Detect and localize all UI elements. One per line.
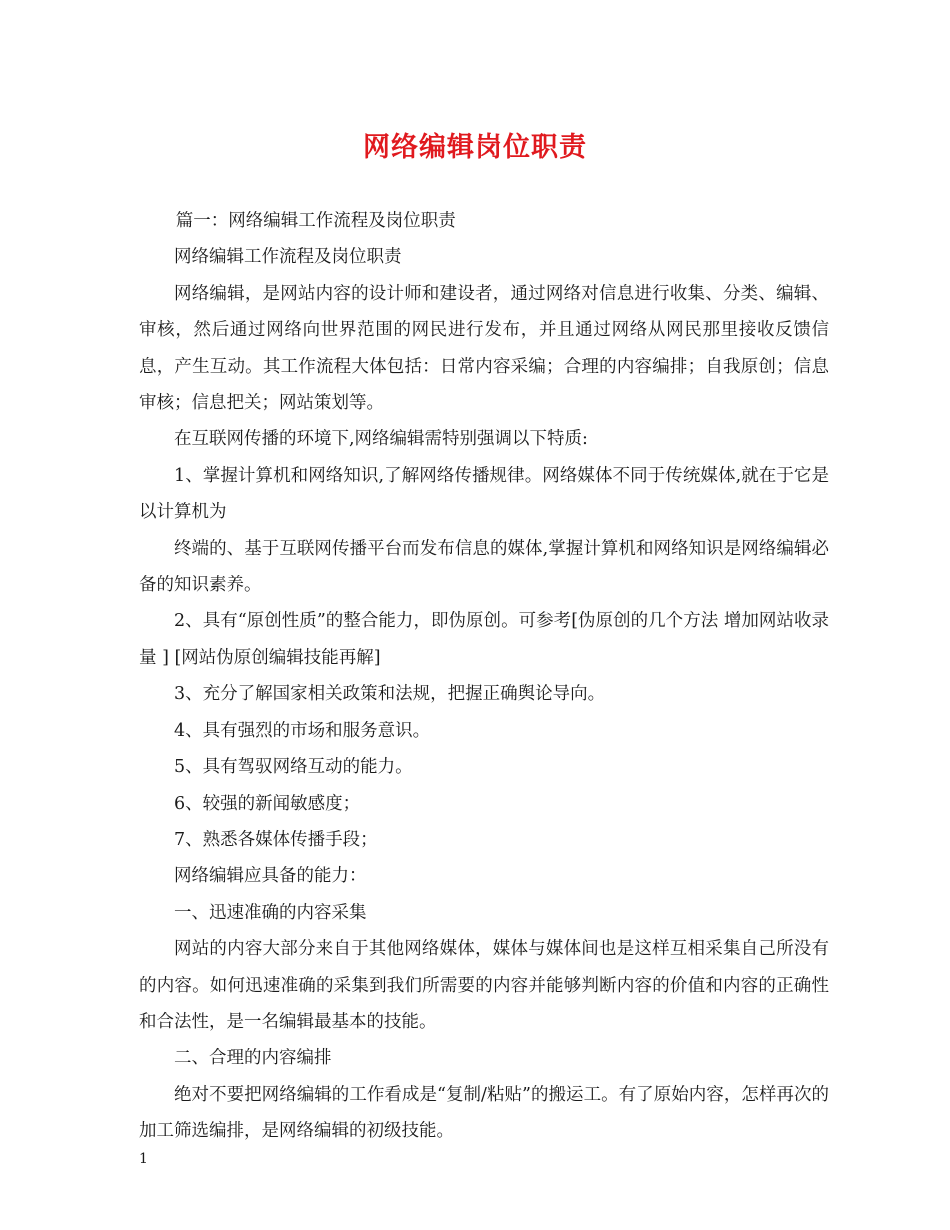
paragraph-subheading: 网络编辑应具备的能力： <box>174 866 367 887</box>
paragraph: 终端的、基于互联网传播平台而发布信息的媒体,掌握计算机和网络知识是网络编辑必备的知识素养。 <box>139 538 829 596</box>
paragraph-list-item: 1、掌握计算机和网络知识,了解网络传播规律。网络媒体不同于传统媒体,就在于它是以计算机为 <box>139 465 829 523</box>
page-number: 1 <box>139 1151 148 1167</box>
paragraph-list-item: 7、熟悉各媒体传播手段； <box>174 829 378 850</box>
paragraph-list-item: 5、具有驾驭网络互动的能力。 <box>174 757 413 778</box>
paragraph-list-item: 4、具有强烈的市场和服务意识。 <box>174 720 431 741</box>
paragraph-subheading: 一、迅速准确的内容采集 <box>174 902 367 923</box>
paragraph: 网站的内容大部分来自于其他网络媒体，媒体与媒体间也是这样互相采集自己所没有的内容。如何迅速准确的采集到我们所需要的内容并能够判断内容的价值和内容的正确性和合法性，是一名编辑最基本的技能。 <box>139 939 829 1032</box>
paragraph-list-item: 2、具有“原创性质”的整合能力，即伪原创。可参考[伪原创的几个方法 增加网站收录量 ] [网站伪原创编辑技能再解] <box>139 611 829 668</box>
document-body <box>139 203 829 1150</box>
paragraph-subheading: 网络编辑工作流程及岗位职责 <box>174 247 402 268</box>
paragraph: 在互联网传播的环境下,网络编辑需特别强调以下特质: <box>174 429 588 450</box>
paragraph-list-item: 6、较强的新闻敏感度； <box>174 793 361 814</box>
paragraph: 网络编辑，是网站内容的设计师和建设者，通过网络对信息进行收集、分类、编辑、审核，然后通过网络向世界范围的网民进行发布，并且通过网络从网民那里接收反馈信息，产生互动。其工作流程大体包括：日常内容采编；合理的内容编排；自我原创；信息审核；信息把关；网站策划等。 <box>139 283 829 414</box>
paragraph-subheading: 二、合理的内容编排 <box>174 1048 332 1069</box>
paragraph-list-item: 3、充分了解国家相关政策和法规，把握正确舆论导向。 <box>174 684 606 705</box>
paragraph-section-heading: 篇一：网络编辑工作流程及岗位职责 <box>175 211 456 231</box>
page-title: 网络编辑岗位职责 <box>363 132 587 163</box>
paragraph: 绝对不要把网络编辑的工作看成是“复制/粘贴”的搬运工。有了原始内容，怎样再次的加工筛选编排，是网络编辑的初级技能。 <box>139 1084 829 1142</box>
